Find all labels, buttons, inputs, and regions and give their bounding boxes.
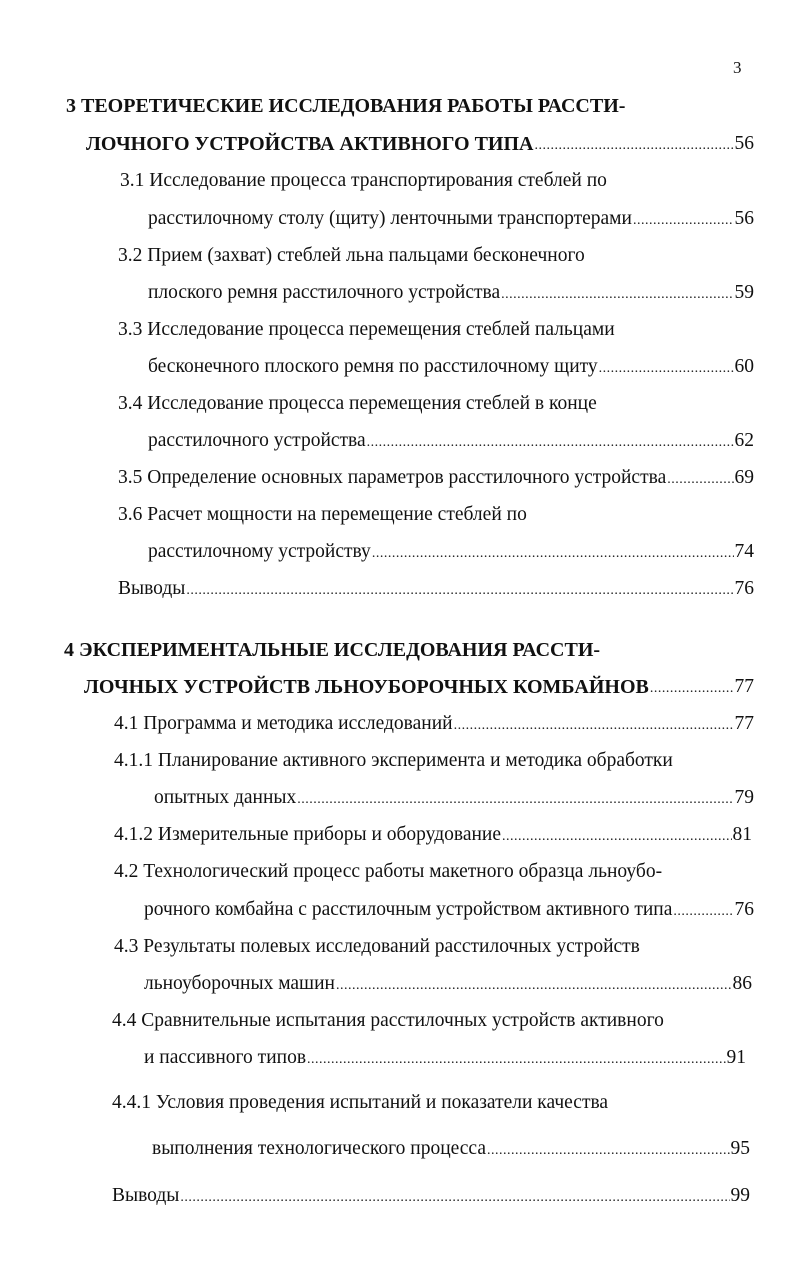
toc-item-3-3[interactable]: бесконечного плоского ремня по расстилочному щиту ..... 60 bbox=[148, 349, 754, 379]
leader-dots bbox=[186, 586, 733, 596]
page-ref: 76 bbox=[734, 899, 754, 920]
leader-dots bbox=[502, 832, 731, 842]
toc-item-3-conclusions[interactable]: Выводы ..... 76 bbox=[118, 571, 754, 601]
leader-dots bbox=[487, 1146, 730, 1156]
toc-item-3-5[interactable]: 3.5 Определение основных параметров расстилочного устройства ..... 69 bbox=[118, 460, 754, 490]
leader-dots bbox=[599, 364, 734, 374]
section-3-title-line1: 3 ТЕОРЕТИЧЕСКИЕ ИССЛЕДОВАНИЯ РАБОТЫ РАССТИ- bbox=[66, 95, 626, 117]
leader-dots bbox=[535, 141, 734, 151]
leader-dots bbox=[336, 981, 732, 991]
toc-item-4-4-1-line1: 4.4.1 Условия проведения испытаний и показатели качества bbox=[112, 1092, 609, 1113]
toc-item-4-2-line1: 4.2 Технологический процесс работы макетного образца льноубо- bbox=[114, 861, 663, 882]
toc-item-3-1[interactable]: расстилочному столу (щиту) ленточными транспортерами ..... 56 bbox=[148, 201, 754, 231]
page-ref: 95 bbox=[730, 1138, 750, 1159]
leader-dots bbox=[667, 475, 733, 485]
leader-dots bbox=[367, 438, 734, 448]
page-ref: 76 bbox=[734, 578, 754, 599]
leader-dots bbox=[650, 684, 734, 694]
section-4-title-line1: 4 ЭКСПЕРИМЕНТАЛЬНЫЕ ИССЛЕДОВАНИЯ РАССТИ- bbox=[64, 639, 601, 661]
leader-dots bbox=[297, 795, 733, 805]
toc-item-3-2-line1: 3.2 Прием (захват) стеблей льна пальцами бесконечного bbox=[118, 245, 585, 266]
toc-item-3-3-line1: 3.3 Исследование процесса перемещения стеблей пальцами bbox=[118, 319, 615, 340]
toc-item-3-6-line1: 3.6 Расчет мощности на перемещение стеблей по bbox=[118, 504, 527, 525]
toc-item-4-1[interactable]: 4.1 Программа и методика исследований ..... 77 bbox=[114, 706, 754, 736]
page-ref: 56 bbox=[734, 208, 754, 229]
toc-item-3-4[interactable]: расстилочного устройства ..... 62 bbox=[148, 423, 754, 453]
page-ref: 56 bbox=[734, 133, 754, 154]
toc-item-4-3[interactable]: льноуборочных машин ..... 86 bbox=[144, 966, 752, 996]
section-3-title-line2[interactable]: ЛОЧНОГО УСТРОЙСТВА АКТИВНОГО ТИПА ..... 56 bbox=[86, 126, 754, 156]
toc-item-4-2[interactable]: рочного комбайна с расстилочным устройством активного типа ..... 76 bbox=[144, 892, 754, 922]
toc-item-4-1-2[interactable]: 4.1.2 Измерительные приборы и оборудование ..... 81 bbox=[114, 817, 752, 847]
toc-item-3-2[interactable]: плоского ремня расстилочного устройства ..... 59 bbox=[148, 275, 754, 305]
leader-dots bbox=[180, 1193, 729, 1203]
toc-item-3-1-line1: 3.1 Исследование процесса транспортирования стеблей по bbox=[120, 170, 607, 191]
leader-dots bbox=[673, 907, 733, 917]
page-ref: 86 bbox=[732, 973, 752, 994]
toc-item-4-4[interactable]: и пассивного типов ..... 91 bbox=[144, 1040, 746, 1070]
page-ref: 77 bbox=[734, 676, 754, 697]
page-ref: 69 bbox=[734, 467, 754, 488]
page-ref: 99 bbox=[730, 1185, 750, 1206]
section-4-title-line2[interactable]: ЛОЧНЫХ УСТРОЙСТВ ЛЬНОУБОРОЧНЫХ КОМБАЙНОВ ..... 77 bbox=[84, 669, 754, 699]
toc-item-4-4-1[interactable]: выполнения технологического процесса ..... 95 bbox=[152, 1131, 750, 1161]
toc-item-4-conclusions[interactable]: Выводы ..... 99 bbox=[112, 1178, 750, 1208]
page-ref: 79 bbox=[734, 787, 754, 808]
page-ref: 74 bbox=[734, 541, 754, 562]
leader-dots bbox=[307, 1055, 725, 1065]
leader-dots bbox=[372, 549, 734, 559]
toc-item-3-6[interactable]: расстилочному устройству ..... 74 bbox=[148, 534, 754, 564]
toc-item-4-1-1-line1: 4.1.1 Планирование активного эксперимента и методика обработки bbox=[114, 750, 673, 771]
leader-dots bbox=[501, 290, 733, 300]
page-ref: 59 bbox=[734, 282, 754, 303]
toc-item-4-4-line1: 4.4 Сравнительные испытания расстилочных устройств активного bbox=[112, 1010, 664, 1031]
toc-item-4-3-line1: 4.3 Результаты полевых исследований расстилочных устройств bbox=[114, 936, 640, 957]
toc-item-4-1-1[interactable]: опытных данных ..... 79 bbox=[154, 780, 754, 810]
toc-item-3-4-line1: 3.4 Исследование процесса перемещения стеблей в конце bbox=[118, 393, 597, 414]
page-ref: 77 bbox=[734, 713, 754, 734]
leader-dots bbox=[454, 721, 734, 731]
page-number: 3 bbox=[733, 58, 742, 77]
page-ref: 91 bbox=[726, 1047, 746, 1068]
page-ref: 62 bbox=[734, 430, 754, 451]
page-ref: 81 bbox=[732, 824, 752, 845]
page-ref: 60 bbox=[734, 356, 754, 377]
leader-dots bbox=[633, 216, 734, 226]
